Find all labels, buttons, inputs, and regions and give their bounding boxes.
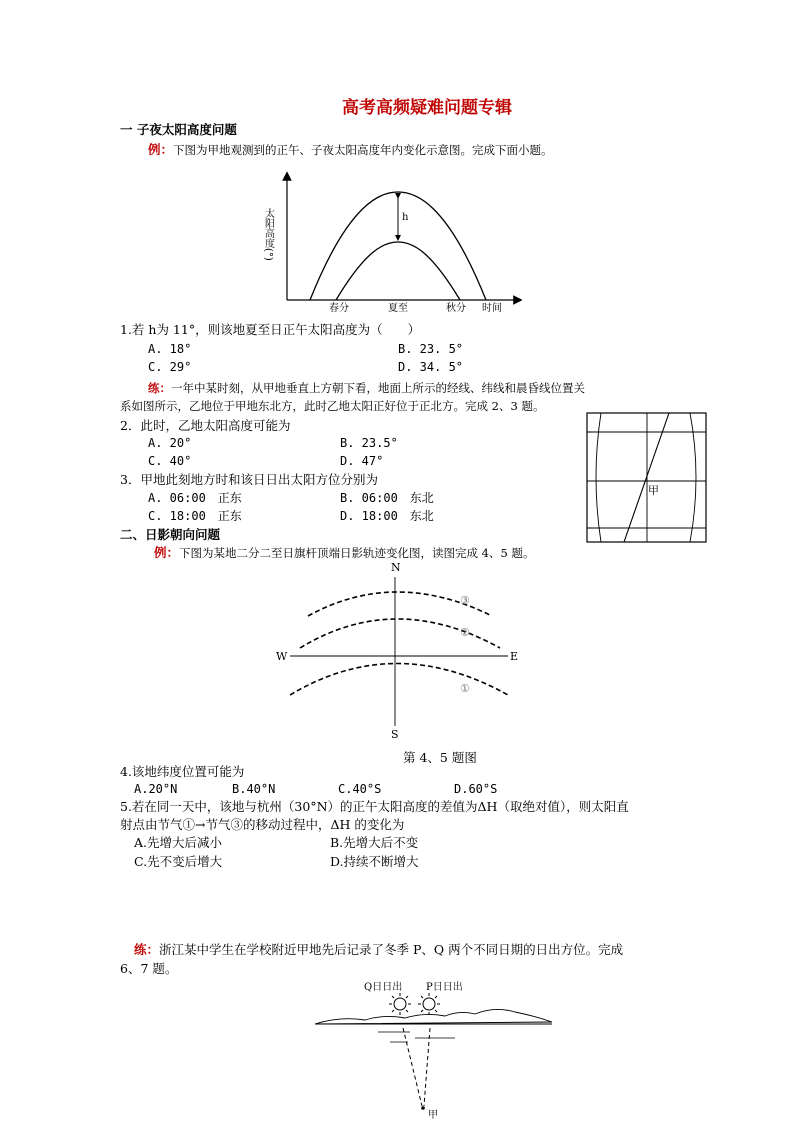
q1-option-c: C. 29° [148,360,192,374]
practice-1-line-1 [148,382,585,396]
section-heading-2: 二、日影朝向问题 [120,527,221,542]
x-tick-2: 夏至 [388,303,408,314]
q5-option-b: B.先增大后不变 [330,835,419,850]
section-heading-1: 一 子夜太阳高度问题 [120,122,237,137]
observation-point-label: 甲 [428,1110,438,1121]
example-text: 下图为甲地观测到的正午、子夜太阳高度年内变化示意图。完成下面小题。 [173,143,553,157]
practice-text-1: 一年中某时刻，从甲地垂直上方朝下看，地面上所示的经线、纬线和晨昏线位置关 [171,381,585,395]
observation-point [421,1106,425,1110]
east-label: E [510,650,519,663]
q4-option-d: D.60°S [454,782,498,796]
q3-option-d: D. 18:00 东北 [340,509,434,523]
practice-label: 练： [134,942,160,957]
q4-option-c: C.40°S [338,782,382,796]
sun-p-icon [418,993,440,1015]
practice-2-line-2: 6、7 题。 [120,961,178,976]
example-text: 下图为某地二分二至日旗杆顶端日影轨迹变化图，读图完成 4、5 题。 [179,546,535,560]
grid-point-label: 甲 [648,484,659,497]
midnight-altitude-curve [336,242,460,300]
curve-label-3: ③ [460,594,470,607]
x-axis-label: 时间 [482,303,502,314]
q2-option-c: C. 40° [148,454,192,468]
q5-option-d: D.持续不断增大 [330,854,419,869]
q1-option-b: B. 23. 5° [398,342,464,356]
q2-option-d: D. 47° [340,454,384,468]
q5-stem-line-1: 5.若在同一天中，该地与杭州（30°N）的正午太阳高度的差值为ΔH（取绝对值），则太阳直 [120,799,629,814]
sun-altitude-chart [262,170,522,315]
figure-caption: 第 4、5 题图 [403,750,477,765]
p-sunrise-label: P日日出 [426,982,463,993]
practice-label: 练： [148,381,171,395]
sun-q-icon [389,993,411,1015]
curve-label-1: ① [460,682,470,695]
latitude-grid-figure [586,412,708,544]
p-direction-line [424,1028,430,1106]
practice-1-line-2: 系如图所示，乙地位于甲地东北方，此时乙地太阳正好位于正北方。完成 2、3 题。 [120,399,545,413]
trajectory-curve-1 [290,664,508,696]
shadow-trajectory-diagram [270,560,530,740]
q3-stem: 3．甲地此刻地方时和该日日出太阳方位分别为 [120,472,378,487]
q-sunrise-label: Q日日出 [364,982,403,993]
sunrise-figure [310,976,560,1121]
q5-option-c: C.先不变后增大 [134,854,223,869]
q4-option-b: B.40°N [232,782,276,796]
q5-option-a: A.先增大后减小 [134,835,223,850]
practice-text-1: 浙江某中学生在学校附近甲地先后记录了冬季 P、Q 两个不同日期的日出方位。完成 [159,942,624,957]
q-direction-line [403,1028,422,1106]
q3-option-a: A. 06:00 正东 [148,491,242,505]
q3-option-c: C. 18:00 正东 [148,509,242,523]
q1-stem: 1.若 h为 11°，则该地夏至日正午太阳高度为（ ） [120,322,421,337]
q2-option-b: B. 23.5° [340,436,398,450]
x-tick-3: 秋分 [446,303,466,314]
q4-option-a: A.20°N [134,782,178,796]
example-label: 例： [154,545,180,560]
example-1 [148,142,553,158]
x-tick-1: 春分 [329,303,349,314]
horizon-hills [315,1009,552,1024]
example-label: 例： [148,142,174,157]
north-label: N [391,561,401,574]
q1-option-a: A. 18° [148,342,192,356]
q5-stem-line-2: 射点由节气①→节气③的移动过程中，ΔH 的变化为 [120,817,405,832]
trajectory-curve-2 [300,619,500,648]
example-2 [154,545,534,561]
q2-option-a: A. 20° [148,436,192,450]
page-title: 高考高频疑难问题专辑 [342,98,512,118]
q3-option-b: B. 06:00 东北 [340,491,434,505]
y-axis-label: 太阳高度(°) [262,208,274,261]
q4-stem: 4.该地纬度位置可能为 [120,764,245,779]
h-label: h [402,212,409,223]
south-label: S [391,728,399,740]
q1-option-d: D. 34. 5° [398,360,464,374]
west-label: W [276,650,288,663]
curve-label-2: ② [460,626,470,639]
q2-stem: 2．此时，乙地太阳高度可能为 [120,418,291,433]
practice-2-line-1 [134,942,623,957]
